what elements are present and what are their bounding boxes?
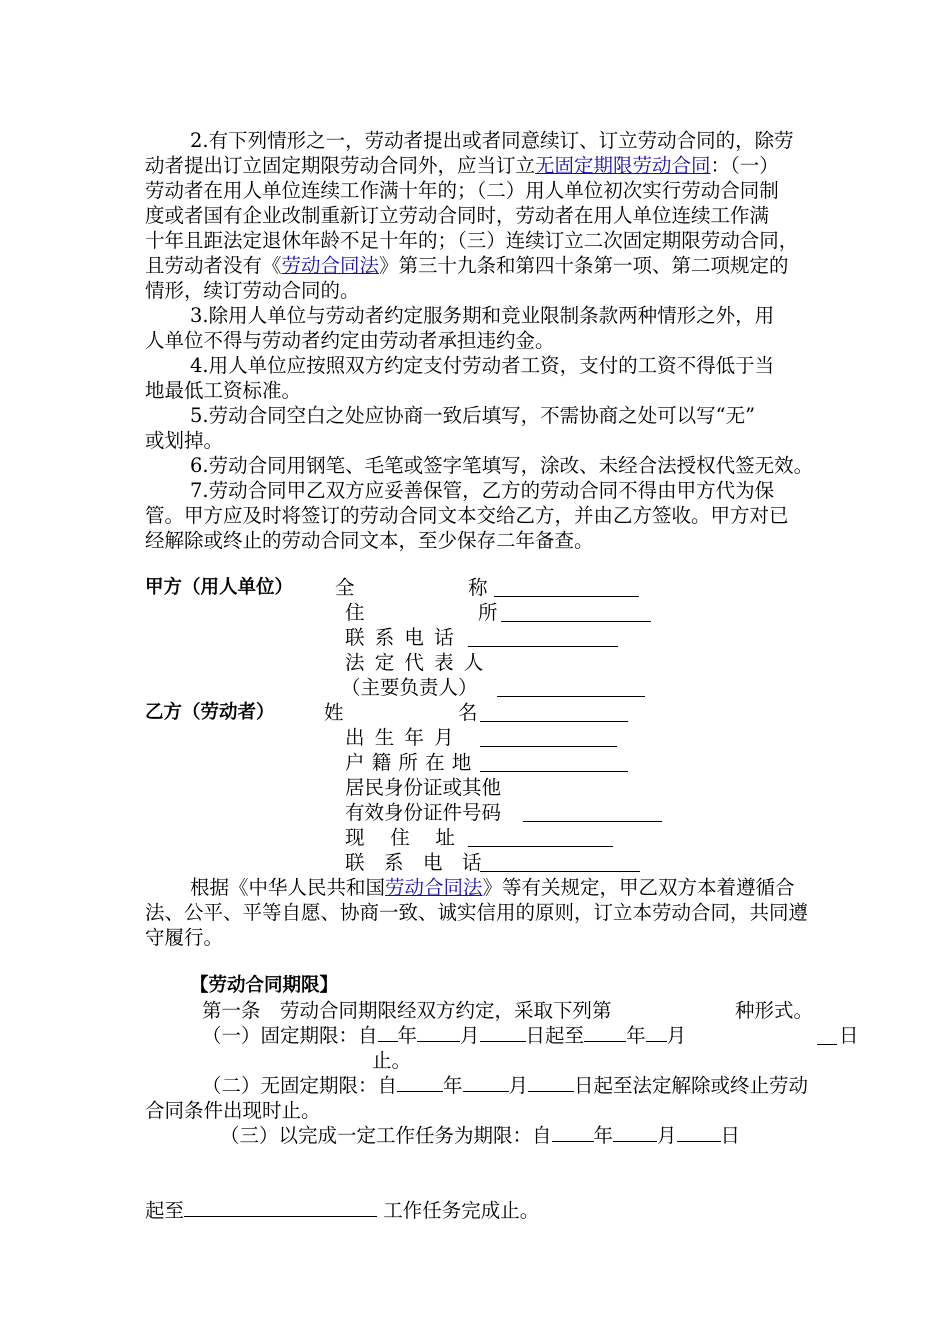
party-a-phone-field[interactable] [468,628,618,647]
note-item-2-line-1: 2.有下列情形之一，劳动者提出或者同意续订、订立劳动合同的，除劳 [190,129,794,152]
party-a-name-label-1: 全 [335,576,355,599]
party-b-birth-field[interactable] [480,728,617,747]
note-item-5-line-1: 5.劳动合同空白之处应协商一致后填写，不需协商之处可以写“无” [190,404,756,427]
party-b-hukou-label: 户 籍 所 在 地 [345,751,472,774]
note-item-7-line-2: 管。甲方应及时将签订的劳动合同文本交给乙方，并由乙方签收。甲方对已 [145,504,789,527]
term-section-heading: 【劳动合同期限】 [190,975,339,996]
fixed-start-month-field[interactable] [417,1023,460,1042]
note-item-2-line-2: 动者提出订立固定期限劳动合同外，应当订立无固定期限劳动合同：（一） [145,154,779,177]
party-b-phone-label: 联 系 电 话 [345,851,482,874]
fixed-end-day-field[interactable] [817,1026,837,1045]
party-a-address-label-2: 所 [478,601,498,624]
party-a-legal-rep-label: 法 定 代 表 人 [345,651,486,674]
note-item-2-line-6: 且劳动者没有《劳动合同法》第三十九条和第四十条第一项、第二项规定的 [145,254,789,277]
task-start-month-field[interactable] [613,1123,657,1142]
party-b-heading: 乙方（劳动者） [145,702,275,723]
note-item-2-line-4: 度或者国有企业改制重新订立劳动合同时，劳动者在用人单位连续工作满 [145,204,770,227]
open-term-line: （二）无固定期限：自 年 月 日起至法定解除或终止劳动 [202,1074,809,1097]
note-item-2-line-7: 情形，续订劳动合同的。 [145,279,360,302]
task-term-line: （三）以完成一定工作任务为期限：自 年 月 日 [220,1124,741,1147]
task-start-day-field[interactable] [677,1123,721,1142]
link-open-term-contract[interactable]: 无固定期限劳动合同 [535,154,711,177]
preamble-line-3: 守履行。 [145,926,224,949]
note-item-3-line-2: 人单位不得与劳动者约定由劳动者承担违约金。 [145,329,555,352]
party-a-heading: 甲方（用人单位） [145,577,294,598]
fixed-end-month-field[interactable] [646,1023,667,1042]
open-start-year-field[interactable] [397,1073,443,1092]
note-item-3-line-1: 3.除用人单位与劳动者约定服务期和竞业限制条款两种情形之外，用 [190,304,775,327]
party-b-birth-label: 出 生 年 月 [345,726,456,749]
article-1-text: 第一条 劳动合同期限经双方约定，采取下列第 [202,999,612,1022]
party-a-principal-label: （主要负责人） [341,676,478,699]
open-start-day-field[interactable] [528,1073,574,1092]
article-1-tail: 种形式。 [735,999,814,1022]
note-item-7-line-1: 7.劳动合同甲乙双方应妥善保管，乙方的劳动合同不得由甲方代为保 [190,479,775,502]
link-labor-contract-law[interactable]: 劳动合同法 [281,254,380,277]
fixed-end-year-field[interactable] [584,1023,626,1042]
link-labor-contract-law-2[interactable]: 劳动合同法 [385,876,483,899]
party-b-address-field[interactable] [468,828,613,847]
party-b-id-field[interactable] [523,803,662,822]
note-item-6: 6.劳动合同用钢笔、毛笔或签字笔填写，涂改、未经合法授权代签无效。 [190,454,814,477]
note-item-4-line-1: 4.用人单位应按照双方约定支付劳动者工资，支付的工资不得低于当 [190,354,775,377]
fixed-term-line: （一）固定期限：自 年 月 日起至 年 月 [202,1024,687,1047]
party-b-id-label-2: 有效身份证件号码 [345,801,502,824]
party-b-name-field[interactable] [480,703,628,722]
party-b-name-label-2: 名 [458,701,478,724]
note-item-4-line-2: 地最低工资标准。 [145,379,302,402]
task-description-field[interactable] [184,1198,377,1217]
party-b-id-label-1: 居民身份证或其他 [345,776,502,799]
party-b-phone-field[interactable] [480,853,640,872]
preamble-line-2: 法、公平、平等自愿、协商一致、诚实信用的原则，订立本劳动合同，共同遵 [145,901,809,924]
party-b-address-label: 现 住 址 [345,826,455,849]
task-term-end-line: 起至 工作任务完成止。 [145,1199,540,1222]
preamble-line-1: 根据《中华人民共和国劳动合同法》等有关规定，甲乙双方本着遵循合 [190,876,795,899]
party-a-address-field[interactable] [501,603,651,622]
fixed-start-day-field[interactable] [480,1023,526,1042]
party-b-name-label-1: 姓 [324,701,344,724]
fixed-start-year-field[interactable] [378,1023,398,1042]
note-item-2-line-5: 十年且距法定退休年龄不足十年的；（三）连续订立二次固定期限劳动合同， [145,229,799,252]
fixed-end-day-label: 日 [839,1024,859,1047]
party-a-legal-rep-field[interactable] [497,678,645,697]
open-term-line-2: 合同条件出现时止。 [145,1099,321,1122]
note-item-7-line-3: 经解除或终止的劳动合同文本，至少保存二年备查。 [145,529,594,552]
party-a-name-field[interactable] [494,578,639,597]
task-start-year-field[interactable] [552,1123,594,1142]
open-start-month-field[interactable] [463,1073,509,1092]
fixed-term-end: 止。 [372,1049,412,1072]
note-item-2-line-3: 劳动者在用人单位连续工作满十年的；（二）用人单位初次实行劳动合同制 [145,179,779,202]
party-b-hukou-field[interactable] [480,753,628,772]
party-a-name-label-2: 称 [468,576,488,599]
party-a-phone-label: 联 系 电 话 [345,626,456,649]
note-item-5-line-2: 或划掉。 [145,429,224,452]
party-a-address-label-1: 住 [345,601,365,624]
